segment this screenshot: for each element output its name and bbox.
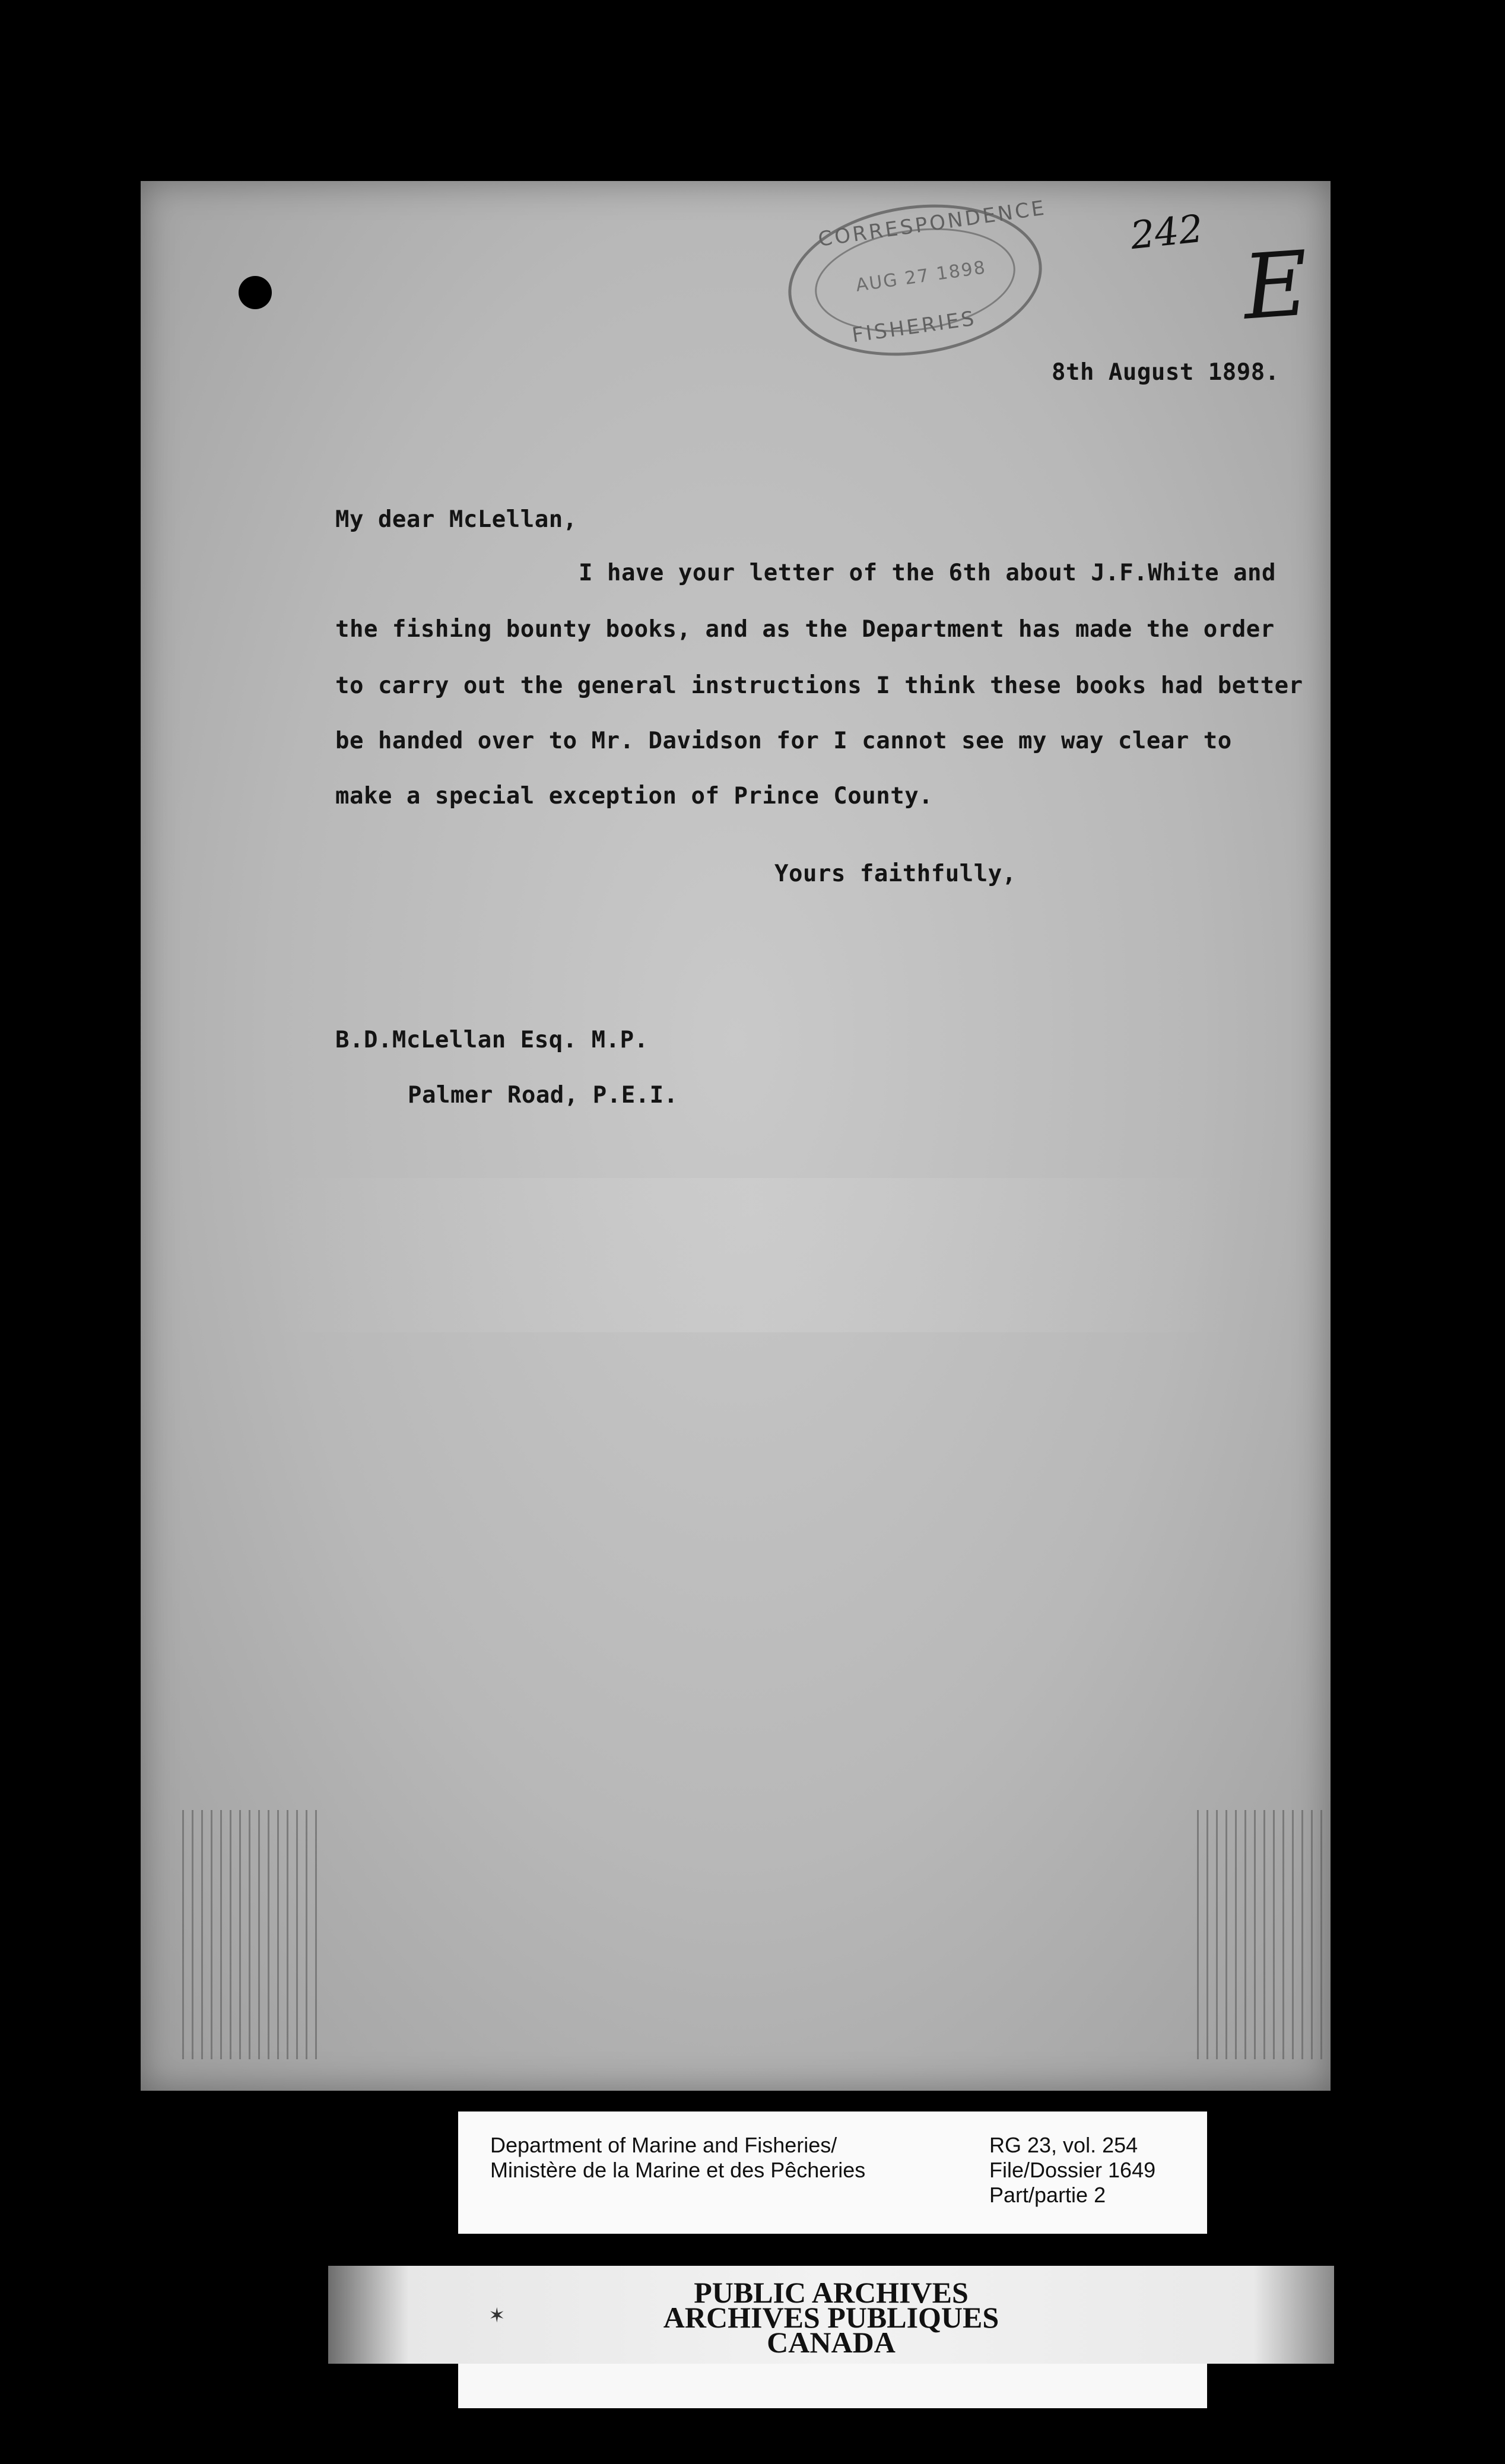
body-line-4: be handed over to Mr. Davidson for I cannot see my way clear to — [335, 728, 1232, 754]
handwritten-letter-mark: E — [1240, 232, 1312, 340]
department-french: Ministère de la Marine et des Pêcheries — [490, 2158, 866, 2182]
label-lower-strip — [458, 2364, 1207, 2408]
record-group-volume: RG 23, vol. 254 — [989, 2133, 1138, 2157]
punch-hole — [239, 276, 272, 309]
file-number: File/Dossier 1649 — [989, 2158, 1156, 2182]
body-line-2: the fishing bounty books, and as the Department has made the order — [335, 616, 1275, 643]
recipient-name: B.D.McLellan Esq. M.P. — [335, 1027, 649, 1053]
binding-marks-right — [1197, 1810, 1328, 2059]
stamp-top-text: CORRESPONDENCE — [817, 196, 1048, 252]
archive-reference-label — [458, 2111, 1207, 2234]
salutation: My dear McLellan, — [335, 506, 577, 533]
binding-marks-left — [182, 1810, 319, 2059]
body-line-5: make a special exception of Prince County. — [335, 783, 934, 809]
ink-bleed-through — [271, 1178, 1233, 1332]
stamp-date-text: AUG 27 1898 — [854, 257, 988, 296]
letter-sheet — [141, 181, 1331, 2091]
letter-date: 8th August 1898. — [1052, 359, 1279, 386]
body-line-1: I have your letter of the 6th about J.F.White and — [579, 560, 1277, 586]
closing: Yours faithfully, — [774, 861, 1017, 887]
part-number: Part/partie 2 — [989, 2183, 1106, 2207]
banner-line-2: ARCHIVES PUBLIQUES — [663, 2301, 999, 2334]
maple-leaf-icon: ✶ — [488, 2304, 506, 2328]
body-line-3: to carry out the general instructions I think these books had better — [335, 672, 1303, 699]
public-archives-banner — [328, 2266, 1334, 2364]
recipient-address: Palmer Road, P.E.I. — [408, 1082, 678, 1109]
handwritten-file-number: 242 — [1128, 207, 1205, 259]
banner-line-1: PUBLIC ARCHIVES — [694, 2276, 969, 2309]
banner-line-3: CANADA — [767, 2326, 896, 2359]
stamp-bottom-text: FISHERIES — [850, 306, 978, 348]
department-english: Department of Marine and Fisheries/ — [490, 2133, 837, 2157]
received-stamp — [779, 189, 1052, 371]
